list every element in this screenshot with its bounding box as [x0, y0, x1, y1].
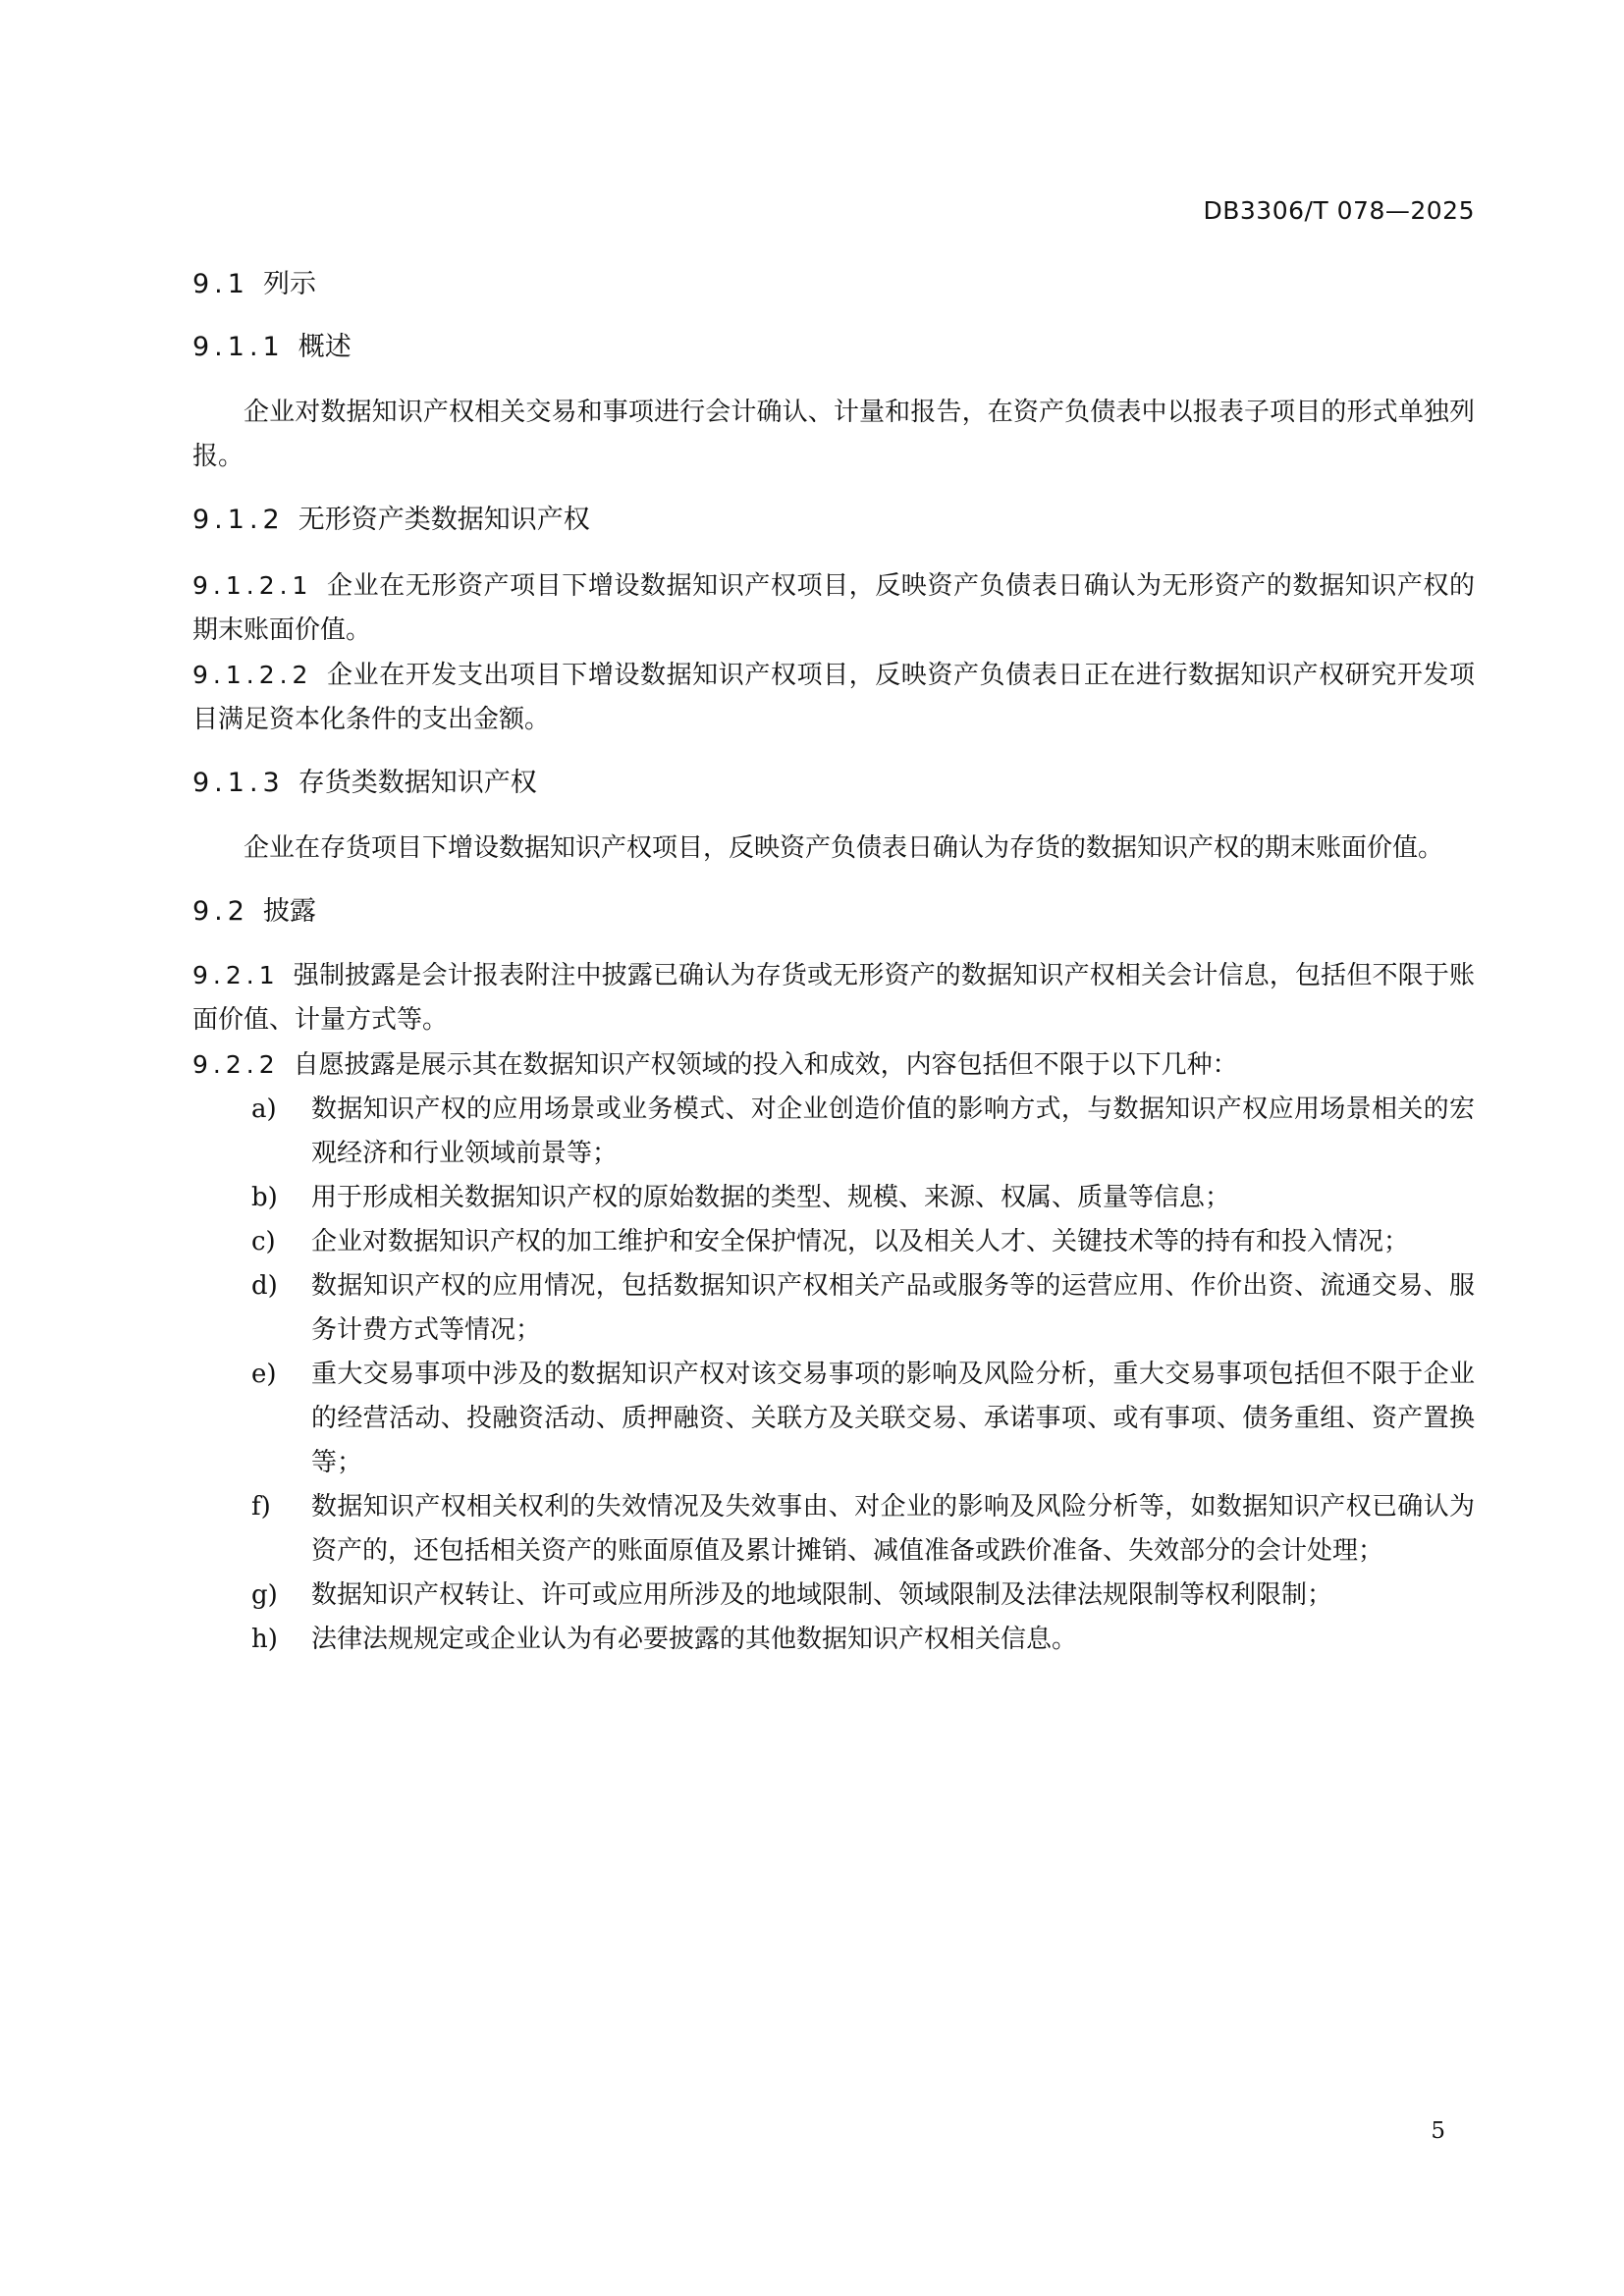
clause-number: 9.2.2 — [192, 1050, 280, 1079]
section-heading-9-1-1 — [192, 326, 1475, 369]
clause-9-2-2 — [192, 1042, 1475, 1088]
list-item-text: 数据知识产权的应用场景或业务模式、对企业创造价值的影响方式，与数据知识产权应用场景相关的宏观经济和行业领域前景等； — [311, 1095, 1475, 1168]
section-number: 9.1.3 — [192, 768, 285, 798]
section-title: 无形资产类数据知识产权 — [298, 505, 590, 535]
clause-text: 企业在无形资产项目下增设数据知识产权项目，反映资产负债表日确认为无形资产的数据知识产权的期末账面价值。 — [192, 571, 1475, 645]
list-marker: f) — [251, 1492, 271, 1522]
list-item — [192, 1264, 1475, 1353]
list-marker: h) — [251, 1625, 278, 1654]
section-title: 概述 — [298, 332, 352, 362]
section-heading-9-2 — [192, 890, 1475, 934]
list-item — [192, 1353, 1475, 1485]
page-number: 5 — [1431, 2118, 1445, 2144]
clause-9-2-1 — [192, 953, 1475, 1042]
list-item-text: 企业对数据知识产权的加工维护和安全保护情况，以及相关人才、关键技术等的持有和投入情况； — [311, 1227, 1410, 1256]
paragraph-9-1-3: 企业在存货项目下增设数据知识产权项目，反映资产负债表日确认为存货的数据知识产权的期末账面价值。 — [244, 833, 1444, 863]
clause-9-1-2-2 — [192, 653, 1475, 742]
clause-text: 强制披露是会计报表附注中披露已确认为存货或无形资产的数据知识产权相关会计信息，包括但不限于账面价值、计量方式等。 — [192, 961, 1475, 1035]
list-item-text: 数据知识产权相关权利的失效情况及失效事由、对企业的影响及风险分析等，如数据知识产权已确认为资产的，还包括相关资产的账面原值及累计摊销、减值准备或跌价准备、失效部分的会计处理； — [311, 1492, 1475, 1566]
list-item-text: 数据知识产权的应用情况，包括数据知识产权相关产品或服务等的运营应用、作价出资、流通交易、服务计费方式等情况； — [311, 1271, 1475, 1345]
list-marker: e) — [251, 1360, 277, 1389]
disclosure-list — [192, 1088, 1475, 1662]
list-item — [192, 1088, 1475, 1176]
section-heading-9-1-3 — [192, 762, 1475, 805]
clause-number: 9.1.2.1 — [192, 571, 313, 600]
section-title: 存货类数据知识产权 — [298, 768, 537, 798]
list-marker: d) — [251, 1271, 278, 1301]
clause-text: 自愿披露是展示其在数据知识产权领域的投入和成效，内容包括但不限于以下几种： — [293, 1050, 1238, 1080]
list-marker: g) — [251, 1580, 278, 1610]
list-item — [192, 1220, 1475, 1264]
list-item — [192, 1574, 1475, 1618]
section-number: 9.1.2 — [192, 505, 285, 535]
paragraph-9-1-1: 企业对数据知识产权相关交易和事项进行会计确认、计量和报告，在资产负债表中以报表子项目的形式单独列报。 — [192, 398, 1475, 471]
section-title: 披露 — [262, 896, 316, 927]
list-item — [192, 1618, 1475, 1662]
clause-number: 9.2.1 — [192, 961, 280, 989]
list-item-text: 用于形成相关数据知识产权的原始数据的类型、规模、来源、权属、质量等信息； — [311, 1183, 1231, 1212]
clause-text: 企业在开发支出项目下增设数据知识产权项目，反映资产负债表日正在进行数据知识产权研究开发项目满足资本化条件的支出金额。 — [192, 661, 1475, 734]
section-heading-9-1-2 — [192, 499, 1475, 542]
clause-number: 9.1.2.2 — [192, 661, 313, 689]
list-item-text: 数据知识产权转让、许可或应用所涉及的地域限制、领域限制及法律法规限制等权利限制； — [311, 1580, 1333, 1610]
section-title: 列示 — [262, 269, 316, 299]
list-item-text: 法律法规规定或企业认为有必要披露的其他数据知识产权相关信息。 — [311, 1625, 1078, 1654]
document-code: DB3306/T 078—2025 — [1203, 196, 1475, 225]
clause-9-1-2-1 — [192, 563, 1475, 653]
section-number: 9.2 — [192, 896, 249, 927]
list-item — [192, 1485, 1475, 1574]
list-item-text: 重大交易事项中涉及的数据知识产权对该交易事项的影响及风险分析，重大交易事项包括但不限于企业的经营活动、投融资活动、质押融资、关联方及关联交易、承诺事项、或有事项、债务重组、资产置换等； — [311, 1360, 1475, 1477]
document-body — [192, 263, 1475, 1662]
list-marker: b) — [251, 1183, 278, 1212]
section-number: 9.1.1 — [192, 332, 285, 362]
list-item — [192, 1176, 1475, 1220]
section-number: 9.1 — [192, 269, 249, 299]
section-heading-9-1 — [192, 263, 1475, 306]
list-marker: a) — [251, 1095, 277, 1124]
list-marker: c) — [251, 1227, 276, 1256]
